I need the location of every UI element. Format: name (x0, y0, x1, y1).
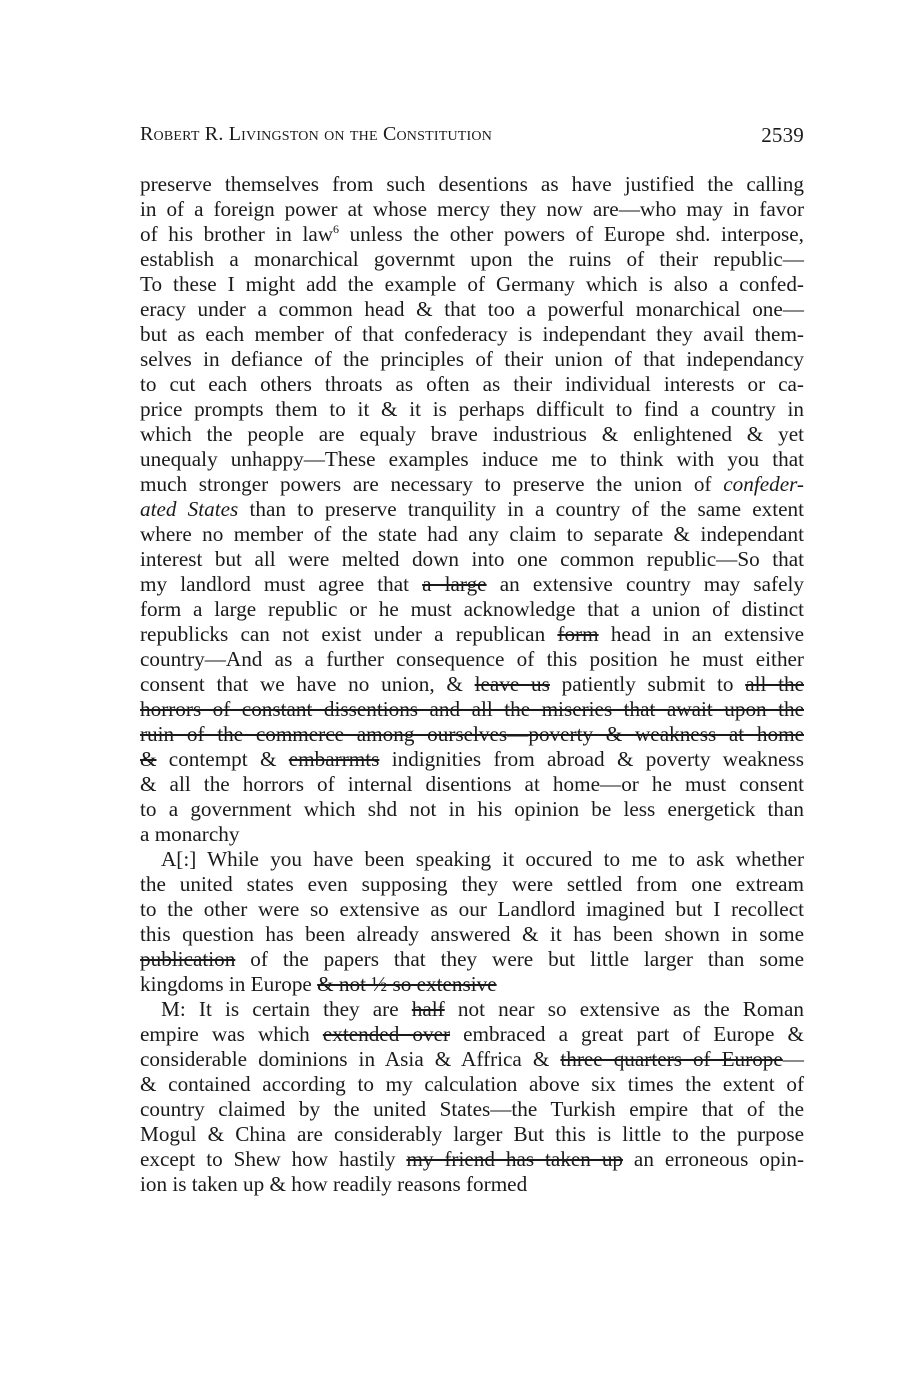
text-line: ion is taken up & how readily reasons formed (140, 1172, 528, 1196)
footnote-marker: 6 (333, 221, 340, 236)
text-line: & contained according to my calculation above six times the extent of (140, 1072, 804, 1096)
text-line: except to Shew how hastily my friend has taken up an erroneous opin- (140, 1147, 805, 1171)
text-line: publication of the papers that they were but little larger than some (140, 947, 804, 971)
italic-text: ated States (140, 497, 239, 521)
struck-text: leave us (474, 672, 550, 696)
struck-text: a large (422, 572, 487, 596)
text-line: & contempt & embarrmts indignities from abroad & poverty weakness (140, 747, 804, 771)
text-line: consent that we have no union, & leave us patiently submit to all the (140, 672, 804, 696)
struck-text: & not ½ so extensive (317, 972, 497, 996)
text-line: to cut each others throats as often as their individual interests or ca- (140, 372, 804, 396)
text-line: country claimed by the united States—the Turkish empire that of the (140, 1097, 804, 1121)
text-line: but as each member of that confederacy is independant they avail them- (140, 322, 804, 346)
text-line: where no member of the state had any claim to separate & independant (140, 522, 804, 546)
text-line: ated States than to preserve tranquility in a country of the same extent (140, 497, 804, 521)
text-line: a monarchy (140, 822, 240, 846)
paragraph-1 (140, 172, 804, 847)
text-line: empire was which extended over embraced a great part of Europe & (140, 1022, 805, 1046)
struck-text: embarrmts (288, 747, 380, 771)
text-line: this question has been already answered & it has been shown in some (140, 922, 804, 946)
text-line: price prompts them to it & it is perhaps difficult to find a country in (140, 397, 804, 421)
text-line: my landlord must agree that a large an extensive country may safely (140, 572, 804, 596)
text-line: M: It is certain they are half not near so extensive as the Roman (161, 997, 804, 1021)
text-line: unequaly unhappy—These examples induce me to think with you that (140, 447, 804, 471)
text-line: eracy under a common head & that too a powerful monarchical one— (140, 297, 804, 321)
body-text (140, 172, 804, 1197)
text-line: interest but all were melted down into one common republic—So that (140, 547, 804, 571)
struck-text: my friend has taken up (406, 1147, 624, 1171)
text-line: of his brother in law$^6$ unless the other powers of Europe shd. interpose, (140, 221, 804, 246)
struck-text: half (411, 997, 445, 1021)
text-line (140, 722, 804, 747)
text-line: which the people are equaly brave industrious & enlightened & yet (140, 422, 804, 446)
text-line: form a large republic or he must acknowledge that a union of distinct (140, 597, 804, 621)
struck-text: all the (745, 672, 804, 696)
struck-text: publication (140, 947, 236, 971)
struck-text: extended over (322, 1022, 451, 1046)
text-line: & all the horrors of internal disentions at home—or he must consent (140, 772, 804, 796)
text-line: establish a monarchical governmt upon the ruins of their republic— (140, 247, 804, 271)
struck-text: ruin of the commerce among ourselves—poverty & weakness at home (140, 722, 804, 746)
text-line: in of a foreign power at whose mercy they now are—who may in favor (140, 197, 804, 221)
italic-text: confeder- (723, 472, 804, 496)
paragraph-3 (140, 997, 804, 1197)
text-line: to a government which shd not in his opinion be less energetick than (140, 797, 804, 821)
text-line: to the other were so extensive as our Landlord imagined but I recollect (140, 897, 804, 921)
text-line (140, 697, 804, 722)
running-title: Robert R. Livingston on the Constitution (140, 123, 492, 145)
text-line: selves in defiance of the principles of their union of that independancy (140, 347, 804, 371)
struck-text: horrors of constant dissentions and all the miseries that await upon the (140, 697, 804, 721)
text-line: Mogul & China are considerably larger But this is little to the purpose (140, 1122, 804, 1146)
text-line: republicks can not exist under a republican form head in an extensive (140, 622, 804, 646)
struck-text: form (557, 622, 599, 646)
text-line: A[:] While you have been speaking it occured to me to ask whether (161, 847, 804, 871)
page-number: 2539 (761, 123, 804, 147)
text-line: kingdoms in Europe & not ½ so extensive (140, 972, 497, 996)
paragraph-2 (140, 847, 804, 997)
text-line: To these I might add the example of Germany which is also a confed- (140, 272, 804, 296)
struck-text: & (140, 747, 157, 771)
text-line: considerable dominions in Asia & Affrica & three quarters of Europe— (140, 1047, 804, 1071)
running-head (140, 123, 804, 153)
text-line: much stronger powers are necessary to preserve the union of confeder- (140, 472, 804, 496)
text-line: country—And as a further consequence of this position he must either (140, 647, 804, 671)
text-line: the united states even supposing they were settled from one extream (140, 872, 804, 896)
struck-text: three quarters of Europe (560, 1047, 783, 1071)
text-line: preserve themselves from such desentions as have justified the calling (140, 172, 804, 196)
